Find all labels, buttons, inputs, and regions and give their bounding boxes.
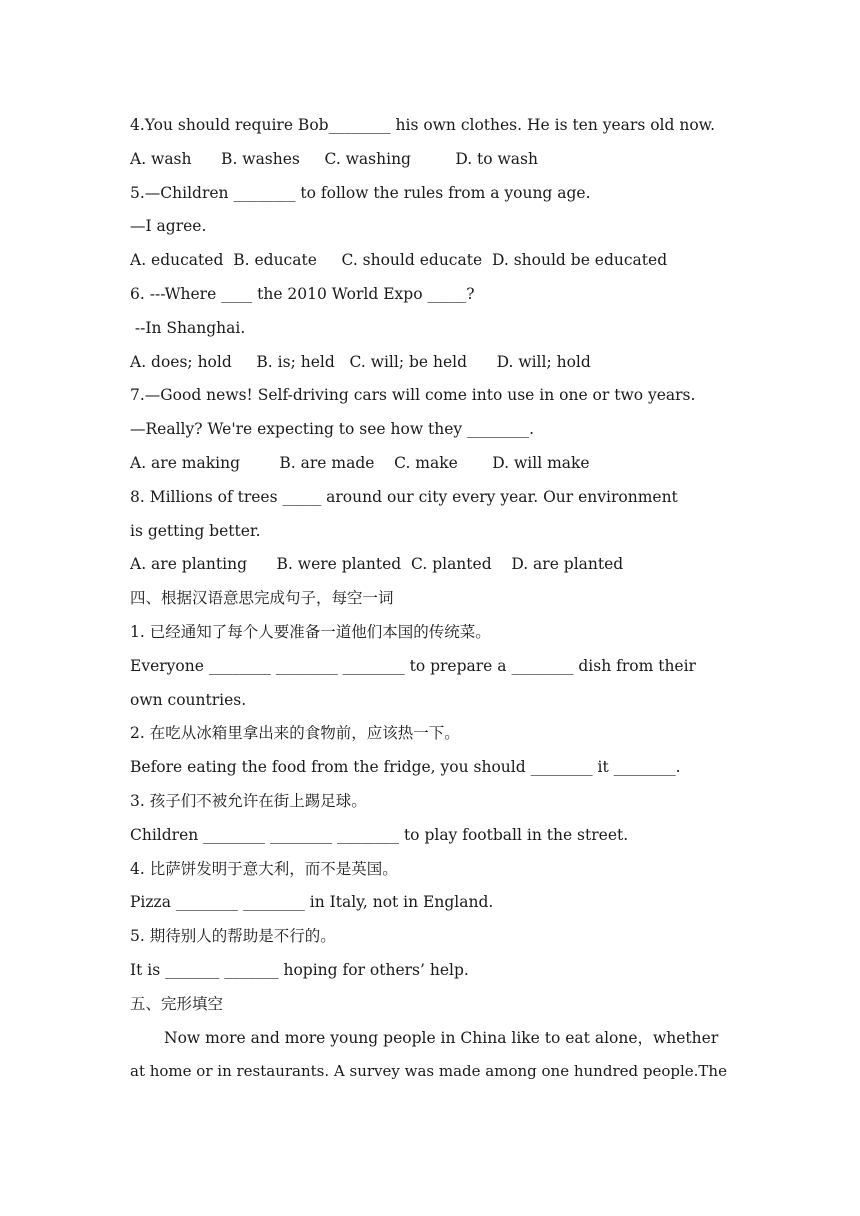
sentence-3-english: Children ________ ________ ________ to play football in the street. bbox=[130, 825, 629, 844]
sentence-1-english: Everyone ________ ________ ________ to prepare a ________ dish from their bbox=[130, 656, 696, 675]
question-4-options: A. wash B. washes C. washing D. to wash bbox=[130, 149, 538, 168]
question-8-stem-continued: is getting better. bbox=[130, 521, 261, 540]
cloze-passage-line-1: Now more and more young people in China like to eat alone，whether bbox=[164, 1028, 719, 1047]
question-5-reply: —I agree. bbox=[130, 217, 207, 236]
question-7-stem: 7.—Good news! Self-driving cars will come into use in one or two years. bbox=[130, 386, 696, 405]
sentence-1-english-continued: own countries. bbox=[130, 690, 247, 709]
question-5-options: A. educated B. educate C. should educate D. should be educated bbox=[130, 251, 668, 270]
question-6-stem: 6. ---Where ____ the 2010 World Expo _____? bbox=[130, 284, 475, 303]
question-8-stem: 8. Millions of trees _____ around our city every year. Our environment bbox=[130, 487, 678, 506]
sentence-1-chinese: 1. 已经通知了每个人要准备一道他们本国的传统菜。 bbox=[130, 622, 491, 641]
question-6-options: A. does; hold B. is; held C. will; be held D. will; hold bbox=[130, 352, 591, 371]
section-4-heading: 四、根据汉语意思完成句子，每空一词 bbox=[130, 589, 394, 608]
sentence-2-english: Before eating the food from the fridge, you should ________ it ________. bbox=[130, 758, 681, 777]
question-8-options: A. are planting B. were planted C. planted D. are planted bbox=[130, 555, 624, 574]
sentence-3-chinese: 3. 孩子们不被允许在街上踢足球。 bbox=[130, 791, 367, 810]
question-6-reply: --In Shanghai. bbox=[130, 318, 246, 337]
question-7-reply: —Really? We're expecting to see how they ________. bbox=[130, 420, 535, 439]
document-page bbox=[130, 109, 732, 1089]
question-7-options: A. are making B. are made C. make D. will make bbox=[130, 453, 590, 472]
sentence-4-chinese: 4. 比萨饼发明于意大利，而不是英国。 bbox=[130, 859, 398, 878]
question-5-stem: 5.—Children ________ to follow the rules from a young age. bbox=[130, 183, 591, 202]
cloze-passage-line-2: at home or in restaurants. A survey was made among one hundred people.The bbox=[130, 1062, 727, 1081]
section-5-heading: 五、完形填空 bbox=[130, 994, 224, 1013]
sentence-2-chinese: 2. 在吃从冰箱里拿出来的食物前，应该热一下。 bbox=[130, 724, 460, 743]
sentence-5-chinese: 5. 期待别人的帮助是不行的。 bbox=[130, 927, 336, 946]
sentence-5-english: It is _______ _______ hoping for others’ help. bbox=[130, 960, 469, 979]
sentence-4-english: Pizza ________ ________ in Italy, not in England. bbox=[130, 893, 494, 912]
question-4-stem: 4.You should require Bob________ his own clothes. He is ten years old now. bbox=[130, 116, 716, 134]
